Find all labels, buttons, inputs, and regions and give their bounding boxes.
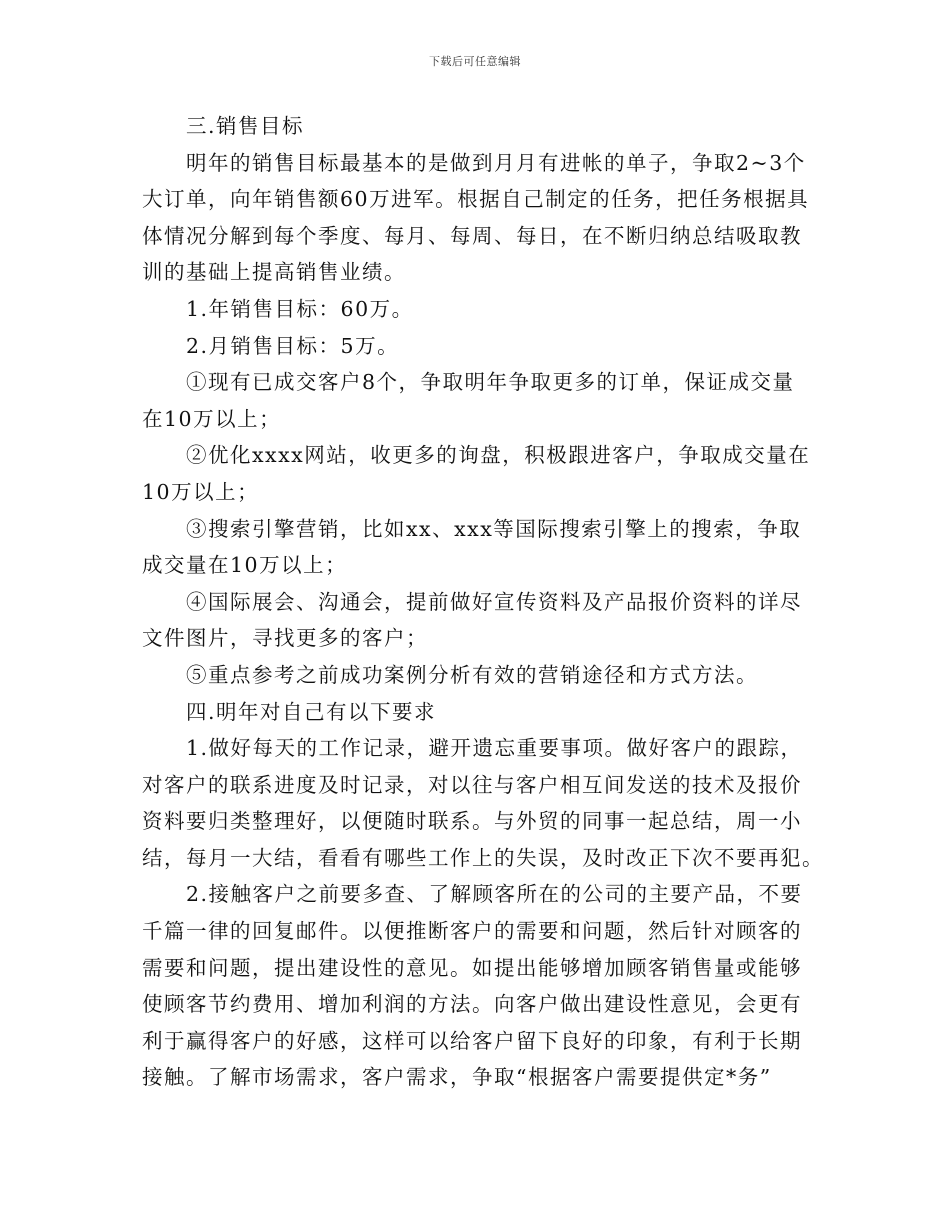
text-line: 需要和问题，提出建设性的意见。如提出能够增加顾客销售量或能够 bbox=[142, 955, 802, 980]
text-line: 10万以上； bbox=[142, 479, 260, 504]
text-line: 1.年销售目标：60万。 bbox=[186, 296, 414, 321]
text-line: ②优化xxxx网站，收更多的询盘，积极跟进客户，争取成交量在 bbox=[186, 443, 811, 468]
text-line: 明年的销售目标最基本的是做到月月有进帐的单子，争取2~3个 bbox=[186, 150, 806, 175]
text-line: 2.接触客户之前要多查、了解顾客所在的公司的主要产品，不要 bbox=[186, 882, 803, 907]
text-line: 千篇一律的回复邮件。以便推断客户的需要和问题，然后针对顾客的 bbox=[142, 919, 802, 944]
text-line: 2.月销售目标：5万。 bbox=[186, 333, 400, 358]
text-line: 三.销售目标 bbox=[186, 114, 305, 138]
text-line: 对客户的联系进度及时记录，对以往与客户相互间发送的技术及报价 bbox=[142, 772, 802, 797]
text-line: 1.做好每天的工作记录，避开遗忘重要事项。做好客户的跟踪， bbox=[186, 736, 803, 761]
page-header-note: 下载后可任意编辑 bbox=[429, 55, 521, 68]
text-line: 在10万以上； bbox=[142, 406, 282, 431]
text-line: 利于赢得客户的好感，这样可以给客户留下良好的印象，有利于长期 bbox=[142, 1028, 802, 1053]
text-line: 四.明年对自己有以下要求 bbox=[186, 699, 437, 724]
text-line: 接触。了解市场需求，客户需求，争取“根据客户需要提供定*务” bbox=[142, 1065, 772, 1090]
text-line: 训的基础上提高销售业绩。 bbox=[142, 260, 406, 285]
text-line: 资料要归类整理好，以便随时联系。与外贸的同事一起总结，周一小 bbox=[142, 809, 802, 834]
text-line: 文件图片，寻找更多的客户； bbox=[142, 626, 428, 651]
text-line: 结，每月一大结，看看有哪些工作上的失误，及时改正下次不要再犯。 bbox=[142, 845, 824, 870]
text-line: ④国际展会、沟通会，提前做好宣传资料及产品报价资料的详尽 bbox=[186, 589, 802, 614]
text-line: 成交量在10万以上； bbox=[142, 553, 348, 578]
text-line: ⑤重点参考之前成功案例分析有效的营销途径和方式方法。 bbox=[186, 662, 758, 687]
text-line: ①现有已成交客户8个，争取明年争取更多的订单，保证成交量 bbox=[186, 370, 795, 395]
text-line: 使顾客节约费用、增加利润的方法。向客户做出建设性意见，会更有 bbox=[142, 992, 802, 1017]
text-line: 大订单，向年销售额60万进军。根据自己制定的任务，把任务根据具 bbox=[142, 187, 810, 212]
text-line: ③搜索引擎营销，比如xx、xxx等国际搜索引擎上的搜索，争取 bbox=[186, 516, 802, 541]
text-line: 体情况分解到每个季度、每月、每周、每日，在不断归纳总结吸取教 bbox=[142, 223, 802, 248]
document-body bbox=[142, 108, 824, 1096]
